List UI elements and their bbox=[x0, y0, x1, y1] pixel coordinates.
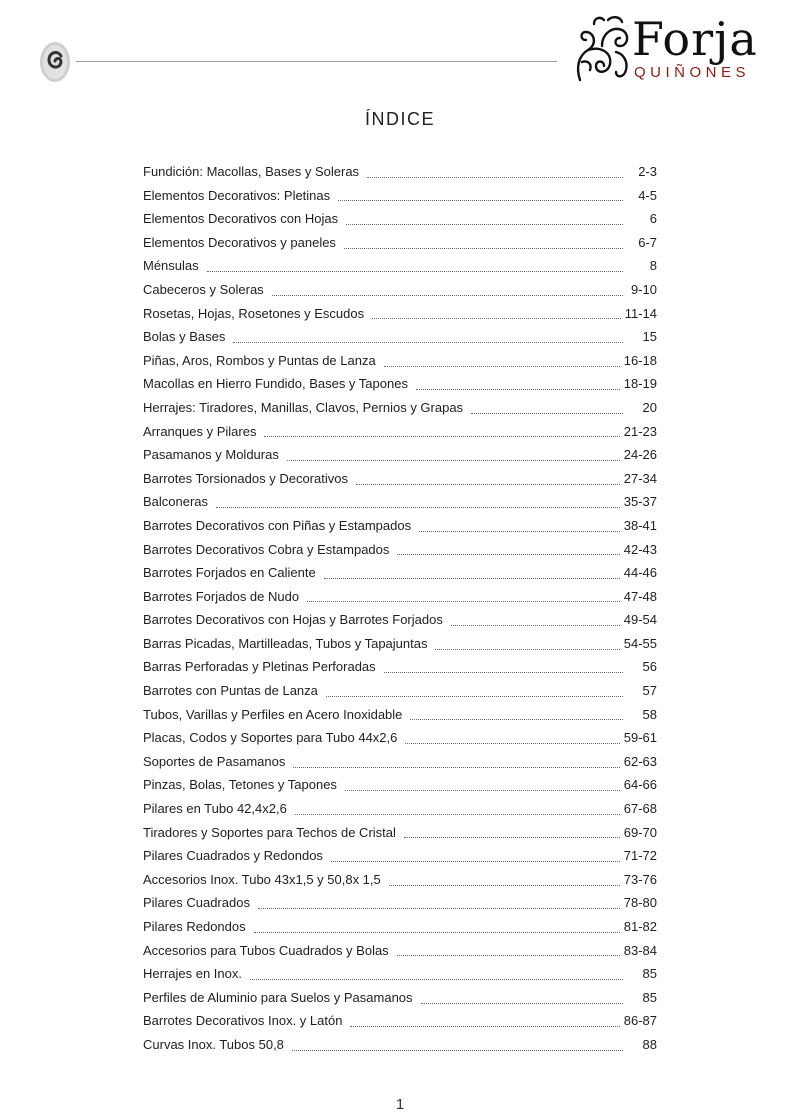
toc-entry-pages: 73-76 bbox=[623, 871, 657, 887]
toc-entry-pages: 9-10 bbox=[630, 281, 657, 297]
toc-entry-title: Curvas Inox. Tubos 50,8 bbox=[143, 1036, 284, 1052]
dot-leader bbox=[331, 860, 620, 862]
toc-entry[interactable] bbox=[143, 655, 657, 679]
toc-entry[interactable] bbox=[143, 773, 657, 797]
toc-entry[interactable] bbox=[143, 443, 657, 467]
wrought-iron-flourish-icon bbox=[572, 12, 634, 84]
toc-entry-title: Barrotes Decorativos con Hojas y Barrotes Forjados bbox=[143, 612, 443, 628]
toc-entry[interactable] bbox=[143, 1033, 657, 1057]
dot-leader bbox=[397, 553, 619, 555]
toc-entry[interactable] bbox=[143, 821, 657, 845]
toc-entry[interactable] bbox=[143, 962, 657, 986]
dot-leader bbox=[295, 813, 620, 815]
toc-entry-title: Accesorios Inox. Tubo 43x1,5 y 50,8x 1,5 bbox=[143, 871, 381, 887]
toc-entry-pages: 4-5 bbox=[638, 187, 657, 203]
toc-entry-pages: 83-84 bbox=[623, 942, 657, 958]
toc-entry-pages: 57 bbox=[642, 683, 657, 699]
toc-entry-pages: 54-55 bbox=[623, 635, 657, 651]
toc-entry-title: Perfiles de Aluminio para Suelos y Pasamanos bbox=[143, 989, 413, 1005]
toc-entry[interactable] bbox=[143, 844, 657, 868]
toc-entry-pages: 18-19 bbox=[623, 376, 657, 392]
toc-entry-pages: 88 bbox=[642, 1036, 657, 1052]
toc-entry[interactable] bbox=[143, 891, 657, 915]
toc-entry-title: Tiradores y Soportes para Techos de Cristal bbox=[143, 824, 396, 840]
toc-entry-title: Pilares en Tubo 42,4x2,6 bbox=[143, 801, 287, 817]
toc-entry[interactable] bbox=[143, 254, 657, 278]
dot-leader bbox=[384, 365, 620, 367]
toc-entry[interactable] bbox=[143, 726, 657, 750]
table-of-contents bbox=[143, 160, 657, 1057]
page-number: 1 bbox=[395, 1096, 405, 1113]
toc-entry-title: Barrotes Decorativos con Piñas y Estampados bbox=[143, 517, 412, 533]
toc-entry-title: Barras Perforadas y Pletinas Perforadas bbox=[143, 659, 376, 675]
toc-entry[interactable] bbox=[143, 302, 657, 326]
toc-entry-title: Arranques y Pilares bbox=[143, 423, 257, 439]
toc-entry-title: Elementos Decorativos: Pletinas bbox=[143, 187, 331, 203]
dot-leader bbox=[307, 600, 620, 602]
dot-leader bbox=[419, 530, 620, 532]
toc-entry-pages: 59-61 bbox=[623, 730, 657, 746]
dot-leader bbox=[367, 176, 623, 178]
brand-logo bbox=[572, 12, 772, 88]
toc-entry-title: Barrotes Decorativos Cobra y Estampados bbox=[143, 541, 390, 557]
toc-entry-pages: 27-34 bbox=[623, 470, 657, 486]
toc-entry[interactable] bbox=[143, 160, 657, 184]
toc-entry[interactable] bbox=[143, 420, 657, 444]
dot-leader bbox=[216, 506, 620, 508]
toc-entry-pages: 42-43 bbox=[623, 541, 657, 557]
toc-entry-pages: 21-23 bbox=[623, 423, 657, 439]
toc-entry[interactable] bbox=[143, 349, 657, 373]
toc-entry-title: Piñas, Aros, Rombos y Puntas de Lanza bbox=[143, 352, 376, 368]
toc-entry-title: Cabeceros y Soleras bbox=[143, 281, 264, 297]
toc-entry[interactable] bbox=[143, 278, 657, 302]
dot-leader bbox=[254, 931, 620, 933]
toc-entry-pages: 81-82 bbox=[623, 919, 657, 934]
toc-entry[interactable] bbox=[143, 703, 657, 727]
toc-entry-title: Barrotes Forjados de Nudo bbox=[143, 588, 300, 604]
toc-entry-pages: 69-70 bbox=[623, 824, 657, 840]
toc-entry-pages: 71-72 bbox=[623, 848, 657, 864]
toc-entry-title: Macollas en Hierro Fundido, Bases y Tapones bbox=[143, 376, 408, 392]
toc-entry-title: Elementos Decorativos y paneles bbox=[143, 234, 336, 250]
toc-entry[interactable] bbox=[143, 585, 657, 609]
toc-entry-title: Barrotes con Puntas de Lanza bbox=[143, 683, 318, 699]
dot-leader bbox=[384, 671, 623, 673]
dot-leader bbox=[405, 742, 619, 744]
toc-entry[interactable] bbox=[143, 538, 657, 562]
dot-leader bbox=[435, 648, 619, 650]
header-rule bbox=[76, 61, 557, 62]
dot-leader bbox=[471, 412, 623, 414]
dot-leader bbox=[344, 247, 623, 249]
toc-entry[interactable] bbox=[143, 750, 657, 774]
scroll-emblem-icon bbox=[36, 38, 74, 86]
dot-leader bbox=[207, 270, 623, 272]
dot-leader bbox=[258, 907, 620, 909]
dot-leader bbox=[264, 435, 619, 437]
dot-leader bbox=[356, 483, 620, 485]
toc-entry-title: Ménsulas bbox=[143, 258, 199, 274]
dot-leader bbox=[416, 388, 620, 390]
toc-entry-pages: 6 bbox=[649, 211, 657, 227]
toc-entry[interactable] bbox=[143, 325, 657, 349]
toc-entry[interactable] bbox=[143, 372, 657, 396]
toc-entry[interactable] bbox=[143, 231, 657, 255]
toc-entry-pages: 58 bbox=[642, 706, 657, 722]
toc-entry-pages: 85 bbox=[642, 966, 657, 982]
toc-entry-title: Accesorios para Tubos Cuadrados y Bolas bbox=[143, 942, 389, 958]
toc-entry-title: Pilares Cuadrados bbox=[143, 895, 250, 911]
dot-leader bbox=[372, 317, 621, 319]
toc-entry-pages: 78-80 bbox=[623, 895, 657, 911]
toc-entry-pages: 2-3 bbox=[638, 164, 657, 179]
dot-leader bbox=[338, 199, 623, 201]
toc-entry-title: Tubos, Varillas y Perfiles en Acero Inoxidable bbox=[143, 706, 403, 722]
dot-leader bbox=[389, 884, 620, 886]
toc-entry-pages: 38-41 bbox=[623, 517, 657, 533]
toc-entry[interactable] bbox=[143, 514, 657, 538]
dot-leader bbox=[404, 836, 620, 838]
toc-entry[interactable] bbox=[143, 490, 657, 514]
dot-leader bbox=[345, 789, 620, 791]
toc-entry-pages: 16-18 bbox=[623, 352, 657, 368]
toc-entry-pages: 15 bbox=[642, 329, 657, 345]
toc-entry-pages: 20 bbox=[642, 399, 657, 415]
dot-leader bbox=[397, 954, 620, 956]
dot-leader bbox=[350, 1025, 619, 1027]
logo-wordmark: Forja bbox=[632, 12, 758, 66]
toc-entry-title: Barras Picadas, Martilleadas, Tubos y Tapajuntas bbox=[143, 635, 428, 651]
dot-leader bbox=[346, 223, 623, 225]
toc-entry-pages: 24-26 bbox=[623, 447, 657, 463]
toc-entry[interactable] bbox=[143, 396, 657, 420]
dot-leader bbox=[410, 718, 623, 720]
dot-leader bbox=[272, 294, 623, 296]
toc-entry[interactable] bbox=[143, 797, 657, 821]
dot-leader bbox=[292, 1049, 623, 1051]
toc-entry-title: Barrotes Forjados en Caliente bbox=[143, 565, 316, 581]
toc-entry-title: Pinzas, Bolas, Tetones y Tapones bbox=[143, 777, 337, 793]
toc-entry-pages: 11-14 bbox=[624, 305, 657, 321]
toc-entry-title: Pasamanos y Molduras bbox=[143, 447, 279, 463]
dot-leader bbox=[233, 341, 623, 343]
toc-entry-pages: 56 bbox=[642, 659, 657, 675]
toc-entry[interactable] bbox=[143, 608, 657, 632]
toc-entry-title: Soportes de Pasamanos bbox=[143, 753, 286, 769]
toc-entry-title: Rosetas, Hojas, Rosetones y Escudos bbox=[143, 305, 365, 321]
toc-entry[interactable] bbox=[143, 184, 657, 208]
toc-entry-pages: 35-37 bbox=[623, 494, 657, 510]
page-title: ÍNDICE bbox=[364, 109, 435, 129]
toc-entry[interactable] bbox=[143, 868, 657, 892]
toc-entry-title: Fundición: Macollas, Bases y Soleras bbox=[143, 164, 360, 179]
dot-leader bbox=[293, 766, 619, 768]
toc-entry[interactable] bbox=[143, 679, 657, 703]
dot-leader bbox=[451, 624, 620, 626]
toc-entry-pages: 47-48 bbox=[623, 588, 657, 604]
toc-entry-title: Herrajes: Tiradores, Manillas, Clavos, Pernios y Grapas bbox=[143, 399, 464, 415]
toc-entry-title: Elementos Decorativos con Hojas bbox=[143, 211, 339, 227]
toc-entry[interactable] bbox=[143, 207, 657, 231]
dot-leader bbox=[287, 459, 620, 461]
toc-entry-pages: 85 bbox=[642, 989, 657, 1005]
toc-entry-pages: 86-87 bbox=[623, 1013, 657, 1029]
toc-entry-title: Pilares Redondos bbox=[143, 919, 246, 934]
toc-entry[interactable] bbox=[143, 915, 657, 939]
toc-entry[interactable] bbox=[143, 1009, 657, 1033]
toc-entry-title: Barrotes Decorativos Inox. y Latón bbox=[143, 1013, 343, 1029]
toc-entry-pages: 64-66 bbox=[623, 777, 657, 793]
toc-entry[interactable] bbox=[143, 986, 657, 1010]
toc-entry-pages: 62-63 bbox=[623, 753, 657, 769]
toc-entry[interactable] bbox=[143, 939, 657, 963]
dot-leader bbox=[421, 1002, 623, 1004]
toc-entry-pages: 67-68 bbox=[623, 801, 657, 817]
toc-entry[interactable] bbox=[143, 561, 657, 585]
dot-leader bbox=[250, 978, 623, 980]
toc-entry-pages: 8 bbox=[649, 258, 657, 274]
toc-entry-title: Placas, Codos y Soportes para Tubo 44x2,6 bbox=[143, 730, 398, 746]
dot-leader bbox=[324, 577, 620, 579]
toc-entry-title: Bolas y Bases bbox=[143, 329, 226, 345]
toc-entry-title: Herrajes en Inox. bbox=[143, 966, 242, 982]
dot-leader bbox=[326, 695, 623, 697]
toc-entry-title: Balconeras bbox=[143, 494, 209, 510]
toc-entry-title: Pilares Cuadrados y Redondos bbox=[143, 848, 323, 864]
toc-entry[interactable] bbox=[143, 632, 657, 656]
toc-entry-pages: 49-54 bbox=[623, 612, 657, 628]
toc-entry-pages: 44-46 bbox=[623, 565, 657, 581]
toc-entry[interactable] bbox=[143, 467, 657, 491]
logo-subtitle: QUIÑONES bbox=[634, 64, 751, 81]
toc-entry-title: Barrotes Torsionados y Decorativos bbox=[143, 470, 348, 486]
toc-entry-pages: 6-7 bbox=[638, 234, 657, 250]
